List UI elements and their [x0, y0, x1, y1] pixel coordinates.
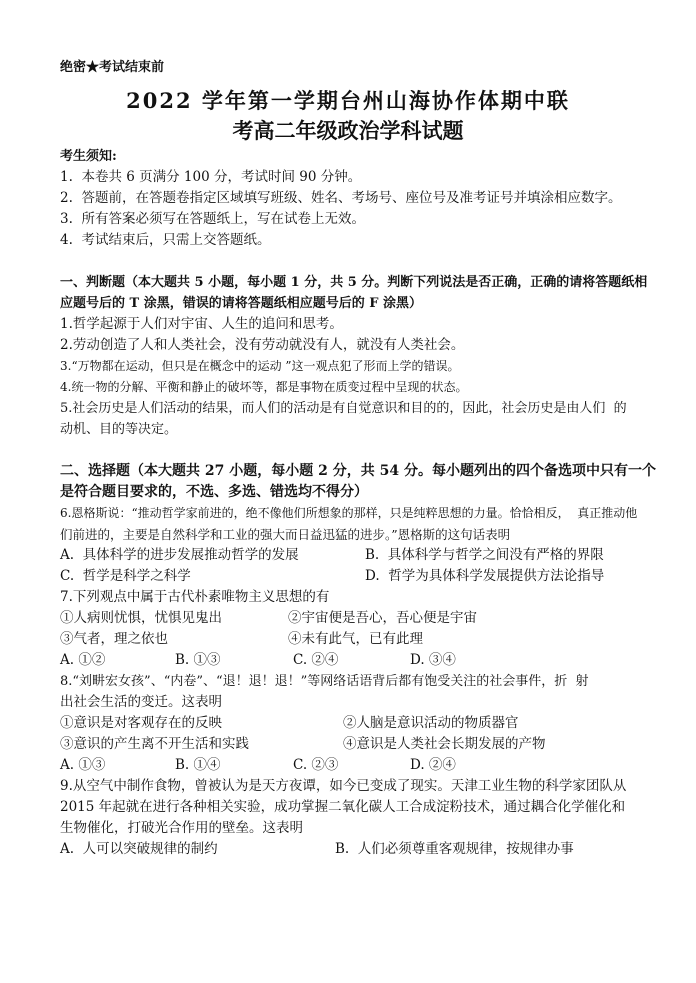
- section-true-false: [60, 272, 660, 440]
- question-7-statement-3: ③气者，理之依也: [60, 631, 168, 647]
- question-6: [60, 503, 660, 587]
- question-6-stem-line-1: 6.恩格斯说：“推动哲学家前进的，绝不像他们所想象的那样，只是纯粹思想的力量。恰恰相反， 真正推动他: [60, 506, 638, 520]
- section1-heading-line-2: 应题号后的 T 涂黑，错误的请将答题纸相应题号后的 F 涂黑）: [60, 296, 423, 311]
- question-6-stem-line-2: 们前进的，主要是自然科学和工业的强大而日益迅猛的进步。”恩格斯的这句话表明: [60, 527, 511, 542]
- question-6-options-row-1: [60, 545, 660, 566]
- question-9-option-b: B. 人们必须尊重客观规律，按规律办事: [335, 841, 574, 857]
- question-8-statement-4: ④意识是人类社会长期发展的产物: [343, 736, 546, 752]
- question-8-option-b: B. ①④: [175, 757, 221, 773]
- question-7-option-c: C. ②④: [293, 652, 339, 668]
- question-8-statements-row-2: [60, 734, 660, 755]
- exam-content: [60, 57, 660, 860]
- question-6-options-row-2: [60, 566, 660, 587]
- notice-item-4: 4. 考试结束后，只需上交答题纸。: [60, 232, 271, 248]
- section1-heading-line-1: 一、判断题（本大题共 5 小题，每小题 1 分，共 5 分。判断下列说法是否正确，正确的请将答题纸相: [60, 275, 648, 290]
- question-8-stem-line-1: 8.“刘畊宏女孩”、“内卷”、“退！退！退！”等网络话语背后都有饱受关注的社会事件，折 射: [60, 674, 589, 689]
- question-8-statements-row-1: [60, 713, 660, 734]
- question-8-option-c: C. ②③: [293, 757, 339, 773]
- question-6-option-a: A. 具体科学的进步发展推动哲学的发展: [60, 547, 299, 563]
- exam-title-line-1: 2022 学年第一学期台州山海协作体期中联: [126, 88, 570, 113]
- question-9-stem-line-2: 2015 年起就在进行各种相关实验，成功掌握二氧化碳人工合成淀粉技术，通过耦合化学催化和: [60, 799, 626, 815]
- question-1-text: 1.哲学起源于人们对宇宙、人生的追问和思考。: [60, 316, 343, 332]
- notice-item-2: 2. 答题前，在答题卷指定区域填写班级、姓名、考场号、座位号及准考证号并填涂相应数字。: [60, 190, 622, 206]
- question-7: [60, 587, 660, 671]
- question-7-option-b: B. ①③: [175, 652, 221, 668]
- question-6-option-b: B. 具体科学与哲学之间没有严格的界限: [365, 547, 604, 563]
- question-5-text-line-1: 5.社会历史是人们活动的结果，而人们的活动是有自觉意识和目的的，因此，社会历史是由人们 的: [60, 401, 627, 416]
- question-9-stem-line-3: 生物催化，打破光合作用的壁垒。这表明: [60, 820, 303, 836]
- question-4-text: 4.统一物的分解、平衡和静止的破坏等，都是事物在质变过程中呈现的状态。: [60, 380, 468, 394]
- question-7-statements-row-1: [60, 608, 660, 629]
- question-7-statement-1: ①人病则忧惧，忧惧见鬼出: [60, 610, 222, 626]
- question-7-options-row: [60, 650, 660, 671]
- notice-heading: 考生须知:: [60, 149, 117, 164]
- question-6-option-c: C. 哲学是科学之科学: [60, 568, 191, 584]
- section-multiple-choice: [60, 461, 660, 860]
- question-8: [60, 671, 660, 776]
- exam-title-line-2: 考高二年级政治学科试题: [232, 118, 464, 143]
- question-5-text-line-2: 动机、目的等决定。: [60, 422, 178, 437]
- question-9-option-a: A. 人可以突破规律的制约: [60, 841, 218, 857]
- question-9-stem-line-1: 9.从空气中制作食物，曾被认为是天方夜谭，如今已变成了现实。天津工业生物的科学家团队从: [60, 778, 627, 794]
- notice-item-3: 3. 所有答案必须写在答题纸上，写在试卷上无效。: [60, 211, 365, 227]
- question-6-option-d: D. 哲学为具体科学发展提供方法论指导: [365, 568, 605, 584]
- question-7-option-d: D. ③④: [410, 652, 456, 668]
- question-8-option-a: A. ①③: [60, 757, 106, 773]
- question-8-statement-3: ③意识的产生离不开生活和实践: [60, 736, 249, 752]
- question-8-option-d: D. ②④: [410, 757, 456, 773]
- question-7-statement-4: ④未有此气，已有此理: [288, 631, 423, 647]
- question-8-stem-line-2: 出社会生活的变迁。这表明: [60, 694, 222, 710]
- question-2-text: 2.劳动创造了人和人类社会，没有劳动就没有人，就没有人类社会。: [60, 337, 465, 353]
- question-7-option-a: A. ①②: [60, 652, 106, 668]
- question-8-statement-2: ②人脑是意识活动的物质器官: [343, 715, 519, 731]
- confidential-label: 绝密★考试结束前: [60, 60, 165, 75]
- question-7-statements-row-2: [60, 629, 660, 650]
- exam-notice: [60, 146, 660, 251]
- section2-heading-line-2: 是符合题目要求的，不选、多选、错选均不得分）: [60, 484, 368, 500]
- question-9: [60, 776, 660, 860]
- section2-heading-line-1: 二、选择题（本大题共 27 小题，每小题 2 分，共 54 分。每小题列出的四个备选项中只有一个: [60, 463, 656, 479]
- question-3-text: 3.“万物都在运动，但只是在概念中的运动 ”这一观点犯了形而上学的错误。: [60, 359, 460, 373]
- question-8-options-row: [60, 755, 660, 776]
- notice-item-1: 1. 本卷共 6 页满分 100 分，考试时间 90 分钟。: [60, 169, 362, 185]
- question-7-stem: 7.下列观点中属于古代朴素唯物主义思想的有: [60, 589, 330, 605]
- question-7-statement-2: ②宇宙便是吾心，吾心便是宇宙: [288, 610, 477, 626]
- question-8-statement-1: ①意识是对客观存在的反映: [60, 715, 222, 731]
- question-9-options-row-1: [60, 839, 660, 860]
